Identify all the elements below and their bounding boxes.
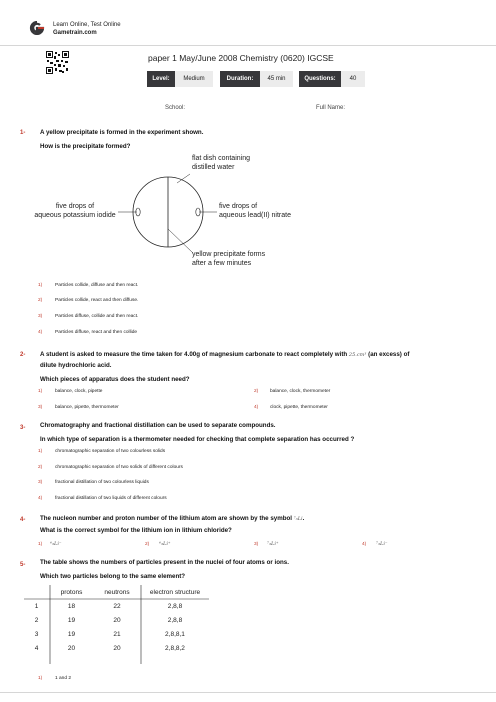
- answer-option[interactable]: balance, clock, pipette: [55, 389, 103, 394]
- question-text: [40, 351, 409, 358]
- option-number: 1): [38, 283, 43, 288]
- answer-option[interactable]: balance, clock, thermometer: [270, 389, 331, 394]
- duration-value: 45 min: [260, 71, 293, 87]
- bottom-pointer: [168, 229, 193, 253]
- option-number: 4): [38, 496, 43, 501]
- answer-option[interactable]: chromatographic separation of two colourless solids: [55, 449, 166, 454]
- answer-option[interactable]: fractional distillation of two liquids of different colours: [55, 496, 167, 501]
- table-cell: 4: [34, 644, 39, 652]
- table-cell: 19: [67, 616, 76, 624]
- question-text: The table shows the numbers of particles present in the nuclei of four atoms or ions.: [40, 559, 289, 566]
- option-number: 3): [38, 314, 43, 319]
- question-text: In which type of separation is a thermometer needed for checking that complete separation has occurred ?: [40, 436, 355, 443]
- duration-label: Duration:: [220, 71, 260, 87]
- table-header-cell: [24, 585, 49, 599]
- table-row: [24, 641, 210, 655]
- question-text: Chromatography and fractional distillation can be used to separate compounds.: [40, 422, 276, 429]
- question-text: What is the correct symbol for the lithium ion in lithium chloride?: [40, 527, 232, 534]
- question-number: 1-: [20, 130, 26, 136]
- figure-label: flat dish containing distilled water: [192, 155, 250, 171]
- lithium-symbol: ⁷₃Li: [293, 516, 303, 522]
- questions-label: Questions:: [299, 71, 341, 87]
- table-cell: 2,8,8,1: [165, 630, 185, 638]
- answer-option[interactable]: Particles collide, react and then diffuse.: [55, 298, 139, 303]
- table-cell: 20: [113, 616, 121, 624]
- level-value: Medium: [175, 71, 213, 87]
- answer-option[interactable]: ⁶₃Li⁻: [50, 541, 62, 547]
- option-number: 3): [38, 405, 43, 410]
- school-label: School:: [165, 105, 186, 111]
- table-cell: 3: [34, 630, 39, 638]
- tagline: Learn Online, Test Online: [53, 22, 121, 28]
- question-text: Which two particles belong to the same element?: [40, 573, 186, 580]
- brand: [53, 21, 173, 37]
- experiment-diagram: [20, 150, 320, 275]
- answer-option[interactable]: clock, pipette, thermometer: [270, 405, 328, 410]
- answer-option[interactable]: Particles diffuse, react and then collide: [55, 330, 138, 335]
- table-cell: 1: [34, 602, 39, 610]
- gametrain-logo-icon: [29, 21, 45, 35]
- answer-option[interactable]: ⁷₃Li⁻: [376, 541, 388, 547]
- option-number: 4): [38, 330, 43, 335]
- table-row: [24, 613, 210, 627]
- level-label: Level:: [147, 71, 175, 87]
- question-number: 4-: [20, 517, 26, 523]
- table-header-cell: protons: [60, 588, 83, 596]
- question-text: Which pieces of apparatus does the student need?: [40, 376, 190, 383]
- option-number: 2): [38, 298, 43, 303]
- option-number: 3): [38, 480, 43, 485]
- table-cell: 22: [113, 602, 121, 610]
- question-number: 5-: [20, 562, 26, 568]
- footer-divider: [0, 692, 496, 693]
- table-cell: 20: [67, 644, 76, 652]
- header-divider: [0, 45, 496, 46]
- answer-option[interactable]: 1 and 2: [55, 676, 72, 681]
- answer-option[interactable]: balance, pipette, thermometer: [55, 405, 119, 410]
- option-number: 2): [254, 389, 259, 394]
- table-header-cell: electron structure: [149, 588, 201, 596]
- option-number: 1): [38, 542, 43, 547]
- table-cell: 20: [113, 644, 121, 652]
- questions-value: 40: [341, 71, 365, 87]
- site-link[interactable]: Gametrain.com: [53, 30, 97, 36]
- fullname-label: Full Name:: [316, 105, 346, 111]
- question-text: How is the precipitate formed?: [40, 143, 131, 150]
- table-cell: 2: [34, 616, 39, 624]
- question-text: The nucleon number and proton number of the lithium atom are shown by the symbol ⁷₃Li.: [40, 515, 305, 522]
- question-text-part: A student is asked to measure the time taken for 4.00g of magnesium carbonate to react completely with: [40, 351, 348, 358]
- table-cell: 18: [67, 602, 76, 610]
- figure-label: five drops of aqueous potassium iodide: [34, 203, 116, 219]
- question-text: A yellow precipitate is formed in the experiment shown.: [40, 129, 204, 136]
- answer-option[interactable]: ⁶₃Li⁺: [159, 541, 171, 547]
- answer-option[interactable]: Particles diffuse, collide and then react.: [55, 314, 139, 319]
- option-number: 1): [38, 389, 43, 394]
- table-cell: 21: [113, 630, 121, 638]
- table-header-row: [24, 585, 210, 599]
- question-text: dilute hydrochloric acid.: [40, 362, 112, 369]
- question-number: 2-: [20, 352, 26, 358]
- particles-table: [24, 585, 210, 655]
- table-row: [24, 599, 210, 613]
- option-number: 1): [38, 449, 43, 454]
- figure-label: yellow precipitate forms after a few minutes: [192, 251, 266, 267]
- paper-title: paper 1 May/June 2008 Chemistry (0620) IGCSE: [148, 53, 334, 63]
- table-cell: 19: [67, 630, 76, 638]
- option-number: 4): [362, 542, 367, 547]
- question-text-part: (an excess) of: [368, 351, 410, 358]
- qr-code-icon: [46, 51, 69, 74]
- answer-option[interactable]: Particles collide, diffuse and then react.: [55, 283, 139, 288]
- question-text-part: The nucleon number and proton number of the lithium atom are shown by the symbol: [40, 515, 292, 522]
- table-cell: 2,8,8,2: [165, 644, 185, 652]
- volume-symbol: 25.cm³: [348, 352, 367, 358]
- figure-label: five drops of aqueous lead(II) nitrate: [219, 203, 291, 219]
- option-number: 2): [145, 542, 150, 547]
- table-cell: 2,8,8: [167, 602, 183, 610]
- table-row: [24, 627, 210, 641]
- answer-option[interactable]: chromatographic separation of two solids of different colours: [55, 465, 183, 470]
- option-number: 2): [38, 465, 43, 470]
- question-number: 3-: [20, 425, 26, 431]
- answer-option[interactable]: fractional distillation of two colourless liquids: [55, 480, 149, 485]
- option-number: 1): [38, 676, 43, 681]
- table-header-cell: neutrons: [104, 588, 130, 596]
- answer-option[interactable]: ⁷₃Li⁺: [267, 541, 279, 547]
- option-number: 3): [254, 542, 259, 547]
- table-cell: 2,8,8: [167, 616, 183, 624]
- option-number: 4): [254, 405, 259, 410]
